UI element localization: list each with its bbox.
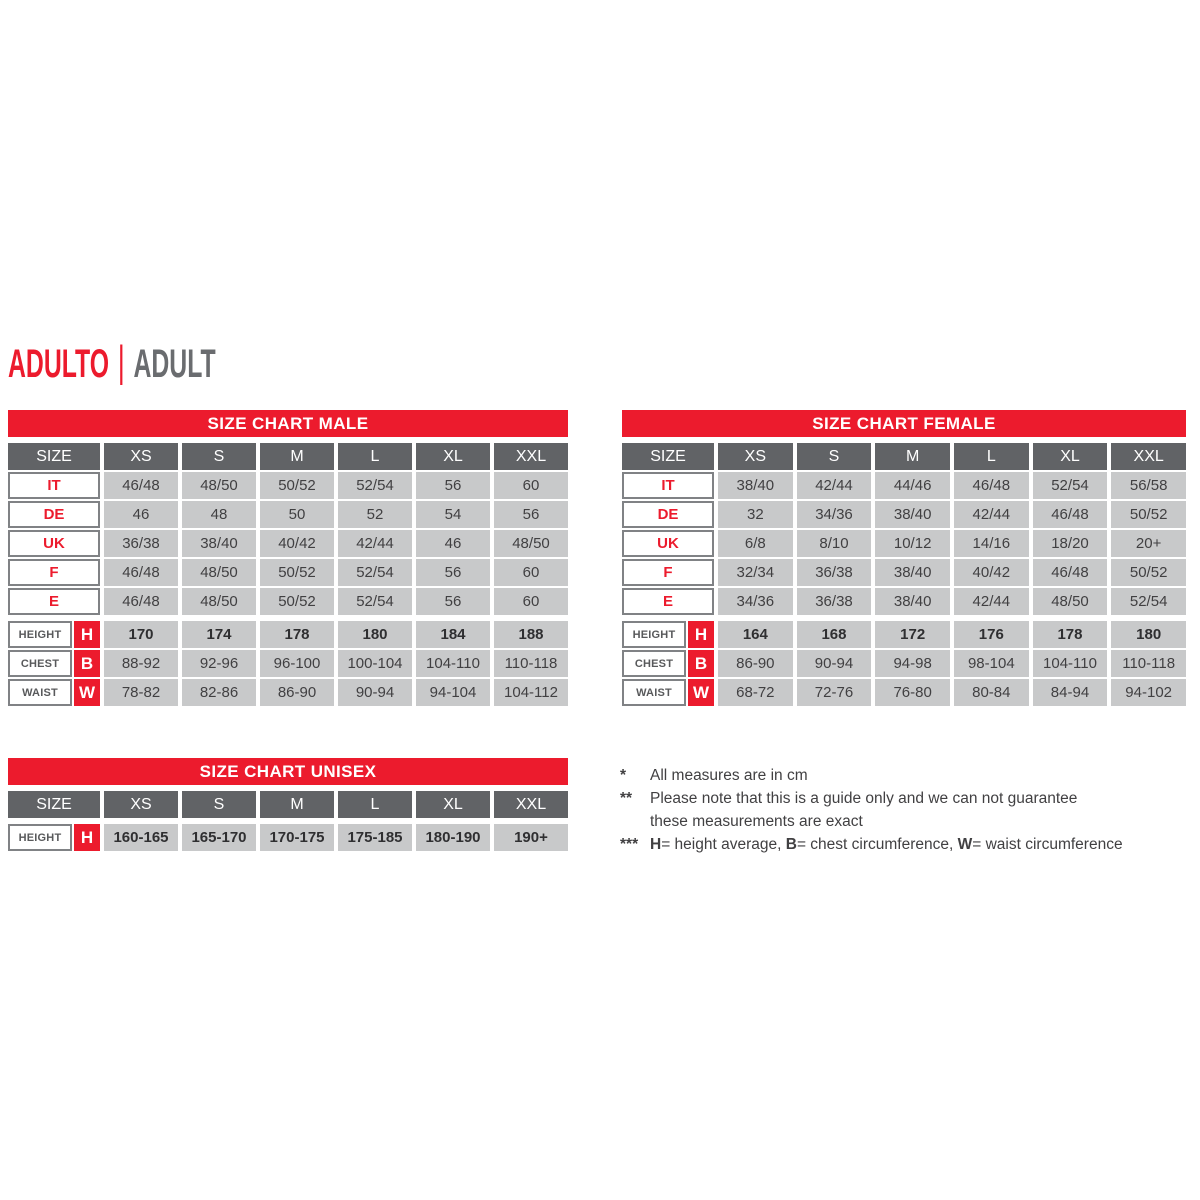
- column-header-row: [8, 443, 568, 470]
- footnote-abbrev: H: [650, 836, 662, 853]
- measure-letter-badge: W: [688, 679, 714, 706]
- measure-letter-badge: B: [74, 650, 100, 677]
- footnote-marker: ***: [620, 836, 639, 853]
- size-cell: 48/50: [494, 530, 568, 557]
- size-row: [8, 559, 568, 586]
- size-cell: 56/58: [1111, 472, 1186, 499]
- size-column-header: XXL: [494, 791, 568, 818]
- measure-cell: 88-92: [104, 650, 178, 677]
- size-column-header: M: [260, 791, 334, 818]
- region-label: DE: [8, 501, 100, 528]
- size-cell: 10/12: [875, 530, 950, 557]
- footnote-line: [620, 833, 1198, 856]
- size-cell: 60: [494, 472, 568, 499]
- size-cell: 48: [182, 501, 256, 528]
- measure-cell: 174: [182, 621, 256, 648]
- size-cell: 52/54: [1111, 588, 1186, 615]
- measure-cell: 86-90: [260, 679, 334, 706]
- measure-rows: [622, 621, 1186, 706]
- region-label: E: [622, 588, 714, 615]
- measure-letter-badge: H: [74, 824, 100, 851]
- size-chart-unisex-table: [8, 758, 568, 851]
- size-cell: 50/52: [1111, 559, 1186, 586]
- measure-label: [8, 621, 100, 648]
- size-column-header: XL: [416, 443, 490, 470]
- size-chart-male-table: [8, 410, 568, 706]
- size-cell: 34/36: [797, 501, 872, 528]
- measure-cell: 104-112: [494, 679, 568, 706]
- size-column-header: L: [338, 791, 412, 818]
- measure-cell: 80-84: [954, 679, 1029, 706]
- footnote-abbrev: W: [957, 836, 973, 853]
- size-cell: 42/44: [338, 530, 412, 557]
- size-cell: 46/48: [104, 588, 178, 615]
- size-column-header: S: [797, 443, 872, 470]
- region-label: DE: [622, 501, 714, 528]
- region-label: F: [622, 559, 714, 586]
- size-cell: 48/50: [182, 472, 256, 499]
- size-cell: 32: [718, 501, 793, 528]
- size-cell: 42/44: [954, 501, 1029, 528]
- measure-cell: 86-90: [718, 650, 793, 677]
- size-cell: 52: [338, 501, 412, 528]
- measure-cell: 90-94: [797, 650, 872, 677]
- page-title-separator: |: [117, 337, 125, 386]
- measure-cell: 94-104: [416, 679, 490, 706]
- footnote-segment: these measurements are exact: [650, 813, 863, 830]
- measure-label: [622, 679, 714, 706]
- measure-cell: 98-104: [954, 650, 1029, 677]
- size-row: [622, 472, 1186, 499]
- measure-row: [8, 679, 568, 706]
- measure-label: [8, 650, 100, 677]
- size-cell: 56: [416, 472, 490, 499]
- measure-cell: 96-100: [260, 650, 334, 677]
- measure-cell: 165-170: [182, 824, 256, 851]
- size-cell: 52/54: [338, 588, 412, 615]
- footnote-line: [620, 787, 1198, 833]
- measure-cell: 180: [1111, 621, 1186, 648]
- page-title: [8, 337, 216, 386]
- size-column-header: XS: [104, 443, 178, 470]
- size-column-header: S: [182, 791, 256, 818]
- size-cell: 40/42: [954, 559, 1029, 586]
- measure-row: [622, 679, 1186, 706]
- size-cell: 38/40: [182, 530, 256, 557]
- size-chart-female-table: [622, 410, 1186, 706]
- measure-cell: 78-82: [104, 679, 178, 706]
- column-header-row: [622, 443, 1186, 470]
- size-cell: 46/48: [954, 472, 1029, 499]
- measure-cell: 100-104: [338, 650, 412, 677]
- measure-cell: 188: [494, 621, 568, 648]
- footnote-segment: All measures are in cm: [650, 767, 808, 784]
- region-label: IT: [622, 472, 714, 499]
- measure-label: [8, 679, 100, 706]
- size-cell: 36/38: [797, 588, 872, 615]
- measure-cell: 170: [104, 621, 178, 648]
- measure-cell: 76-80: [875, 679, 950, 706]
- region-label: E: [8, 588, 100, 615]
- measure-cell: 180: [338, 621, 412, 648]
- measure-name-label: WAIST: [622, 679, 686, 706]
- measure-name-label: CHEST: [622, 650, 686, 677]
- size-cell: 52/54: [338, 559, 412, 586]
- measure-letter-badge: W: [74, 679, 100, 706]
- measure-letter-badge: H: [74, 621, 100, 648]
- measure-row: [8, 621, 568, 648]
- size-column-header: M: [875, 443, 950, 470]
- measure-cell: 94-98: [875, 650, 950, 677]
- measure-cell: 180-190: [416, 824, 490, 851]
- size-cell: 14/16: [954, 530, 1029, 557]
- footnote-text: [650, 787, 1198, 833]
- measure-rows: [8, 621, 568, 706]
- size-column-header: XL: [416, 791, 490, 818]
- size-column-header: XS: [718, 443, 793, 470]
- size-column-header: XXL: [494, 443, 568, 470]
- measure-cell: 175-185: [338, 824, 412, 851]
- size-cell: 54: [416, 501, 490, 528]
- size-cell: 50/52: [260, 588, 334, 615]
- size-cell: 48/50: [1033, 588, 1108, 615]
- size-cell: 38/40: [875, 588, 950, 615]
- measure-name-label: WAIST: [8, 679, 72, 706]
- size-cell: 56: [416, 559, 490, 586]
- column-header-row: [8, 791, 568, 818]
- size-row: [8, 501, 568, 528]
- page-title-primary: ADULTO: [8, 341, 110, 386]
- measure-name-label: HEIGHT: [8, 621, 72, 648]
- footnote-text: [650, 764, 1198, 787]
- measure-row: [622, 621, 1186, 648]
- size-cell: 50: [260, 501, 334, 528]
- footnote-segment: = height average,: [661, 836, 786, 853]
- size-cell: 46: [104, 501, 178, 528]
- size-cell: 50/52: [1111, 501, 1186, 528]
- size-cell: 52/54: [1033, 472, 1108, 499]
- size-cell: 46/48: [1033, 501, 1108, 528]
- size-cell: 42/44: [797, 472, 872, 499]
- size-header-cell: SIZE: [8, 443, 100, 470]
- footnote-marker: *: [620, 767, 627, 784]
- size-cell: 46/48: [104, 559, 178, 586]
- region-label: UK: [622, 530, 714, 557]
- measure-row: [8, 824, 568, 851]
- measure-name-label: HEIGHT: [622, 621, 686, 648]
- footnote-text: [650, 833, 1198, 856]
- size-cell: 38/40: [875, 501, 950, 528]
- measure-cell: 92-96: [182, 650, 256, 677]
- table-title-bar: SIZE CHART MALE: [8, 410, 568, 437]
- footnote-segment: = chest circumference,: [796, 836, 958, 853]
- size-cell: 6/8: [718, 530, 793, 557]
- table-title-bar: SIZE CHART UNISEX: [8, 758, 568, 785]
- size-cell: 48/50: [182, 559, 256, 586]
- size-cell: 18/20: [1033, 530, 1108, 557]
- size-cell: 44/46: [875, 472, 950, 499]
- size-cell: 52/54: [338, 472, 412, 499]
- size-row: [8, 472, 568, 499]
- measure-cell: 84-94: [1033, 679, 1108, 706]
- measure-cell: 104-110: [1033, 650, 1108, 677]
- size-row: [622, 501, 1186, 528]
- measure-cell: 104-110: [416, 650, 490, 677]
- page-title-secondary: ADULT: [133, 341, 216, 386]
- size-cell: 38/40: [718, 472, 793, 499]
- size-cell: 42/44: [954, 588, 1029, 615]
- size-cell: 56: [416, 588, 490, 615]
- measure-name-label: CHEST: [8, 650, 72, 677]
- region-label: F: [8, 559, 100, 586]
- size-cell: 60: [494, 559, 568, 586]
- footnote-marker: **: [620, 790, 633, 807]
- size-row: [8, 530, 568, 557]
- measure-cell: 110-118: [494, 650, 568, 677]
- footnotes: [620, 764, 1198, 856]
- size-cell: 46: [416, 530, 490, 557]
- size-cell: 40/42: [260, 530, 334, 557]
- size-cell: 46/48: [1033, 559, 1108, 586]
- footnote-segment: Please note that this is a guide only and we can not guarantee: [650, 790, 1078, 807]
- footnote-line: [620, 764, 1198, 787]
- measure-name-label: HEIGHT: [8, 824, 72, 851]
- size-cell: 36/38: [797, 559, 872, 586]
- footnote-abbrev: B: [785, 836, 797, 853]
- size-cell: 8/10: [797, 530, 872, 557]
- measure-cell: 90-94: [338, 679, 412, 706]
- size-cell: 20+: [1111, 530, 1186, 557]
- size-cell: 50/52: [260, 472, 334, 499]
- size-cell: 60: [494, 588, 568, 615]
- measure-label: [622, 650, 714, 677]
- size-column-header: L: [338, 443, 412, 470]
- region-label: UK: [8, 530, 100, 557]
- measure-cell: 176: [954, 621, 1029, 648]
- measure-cell: 72-76: [797, 679, 872, 706]
- size-cell: 50/52: [260, 559, 334, 586]
- size-cell: 38/40: [875, 559, 950, 586]
- measure-cell: 184: [416, 621, 490, 648]
- measure-cell: 160-165: [104, 824, 178, 851]
- size-header-cell: SIZE: [622, 443, 714, 470]
- size-header-cell: SIZE: [8, 791, 100, 818]
- measure-cell: 190+: [494, 824, 568, 851]
- size-column-header: XS: [104, 791, 178, 818]
- size-column-header: S: [182, 443, 256, 470]
- size-cell: 34/36: [718, 588, 793, 615]
- size-row: [622, 559, 1186, 586]
- measure-row: [8, 650, 568, 677]
- measure-label: [622, 621, 714, 648]
- measure-cell: 172: [875, 621, 950, 648]
- size-cell: 56: [494, 501, 568, 528]
- size-column-header: XXL: [1111, 443, 1186, 470]
- measure-cell: 170-175: [260, 824, 334, 851]
- measure-cell: 178: [260, 621, 334, 648]
- table-title-bar: SIZE CHART FEMALE: [622, 410, 1186, 437]
- size-column-header: XL: [1033, 443, 1108, 470]
- measure-rows: [8, 824, 568, 851]
- measure-cell: 164: [718, 621, 793, 648]
- measure-cell: 68-72: [718, 679, 793, 706]
- size-cell: 46/48: [104, 472, 178, 499]
- size-row: [622, 588, 1186, 615]
- measure-letter-badge: B: [688, 650, 714, 677]
- size-column-header: M: [260, 443, 334, 470]
- size-cell: 36/38: [104, 530, 178, 557]
- measure-cell: 94-102: [1111, 679, 1186, 706]
- measure-cell: 82-86: [182, 679, 256, 706]
- measure-cell: 110-118: [1111, 650, 1186, 677]
- size-column-header: L: [954, 443, 1029, 470]
- measure-cell: 178: [1033, 621, 1108, 648]
- region-label: IT: [8, 472, 100, 499]
- measure-cell: 168: [797, 621, 872, 648]
- footnote-segment: = waist circumference: [972, 836, 1123, 853]
- size-row: [622, 530, 1186, 557]
- measure-row: [622, 650, 1186, 677]
- size-cell: 48/50: [182, 588, 256, 615]
- size-row: [8, 588, 568, 615]
- measure-label: [8, 824, 100, 851]
- measure-letter-badge: H: [688, 621, 714, 648]
- size-cell: 32/34: [718, 559, 793, 586]
